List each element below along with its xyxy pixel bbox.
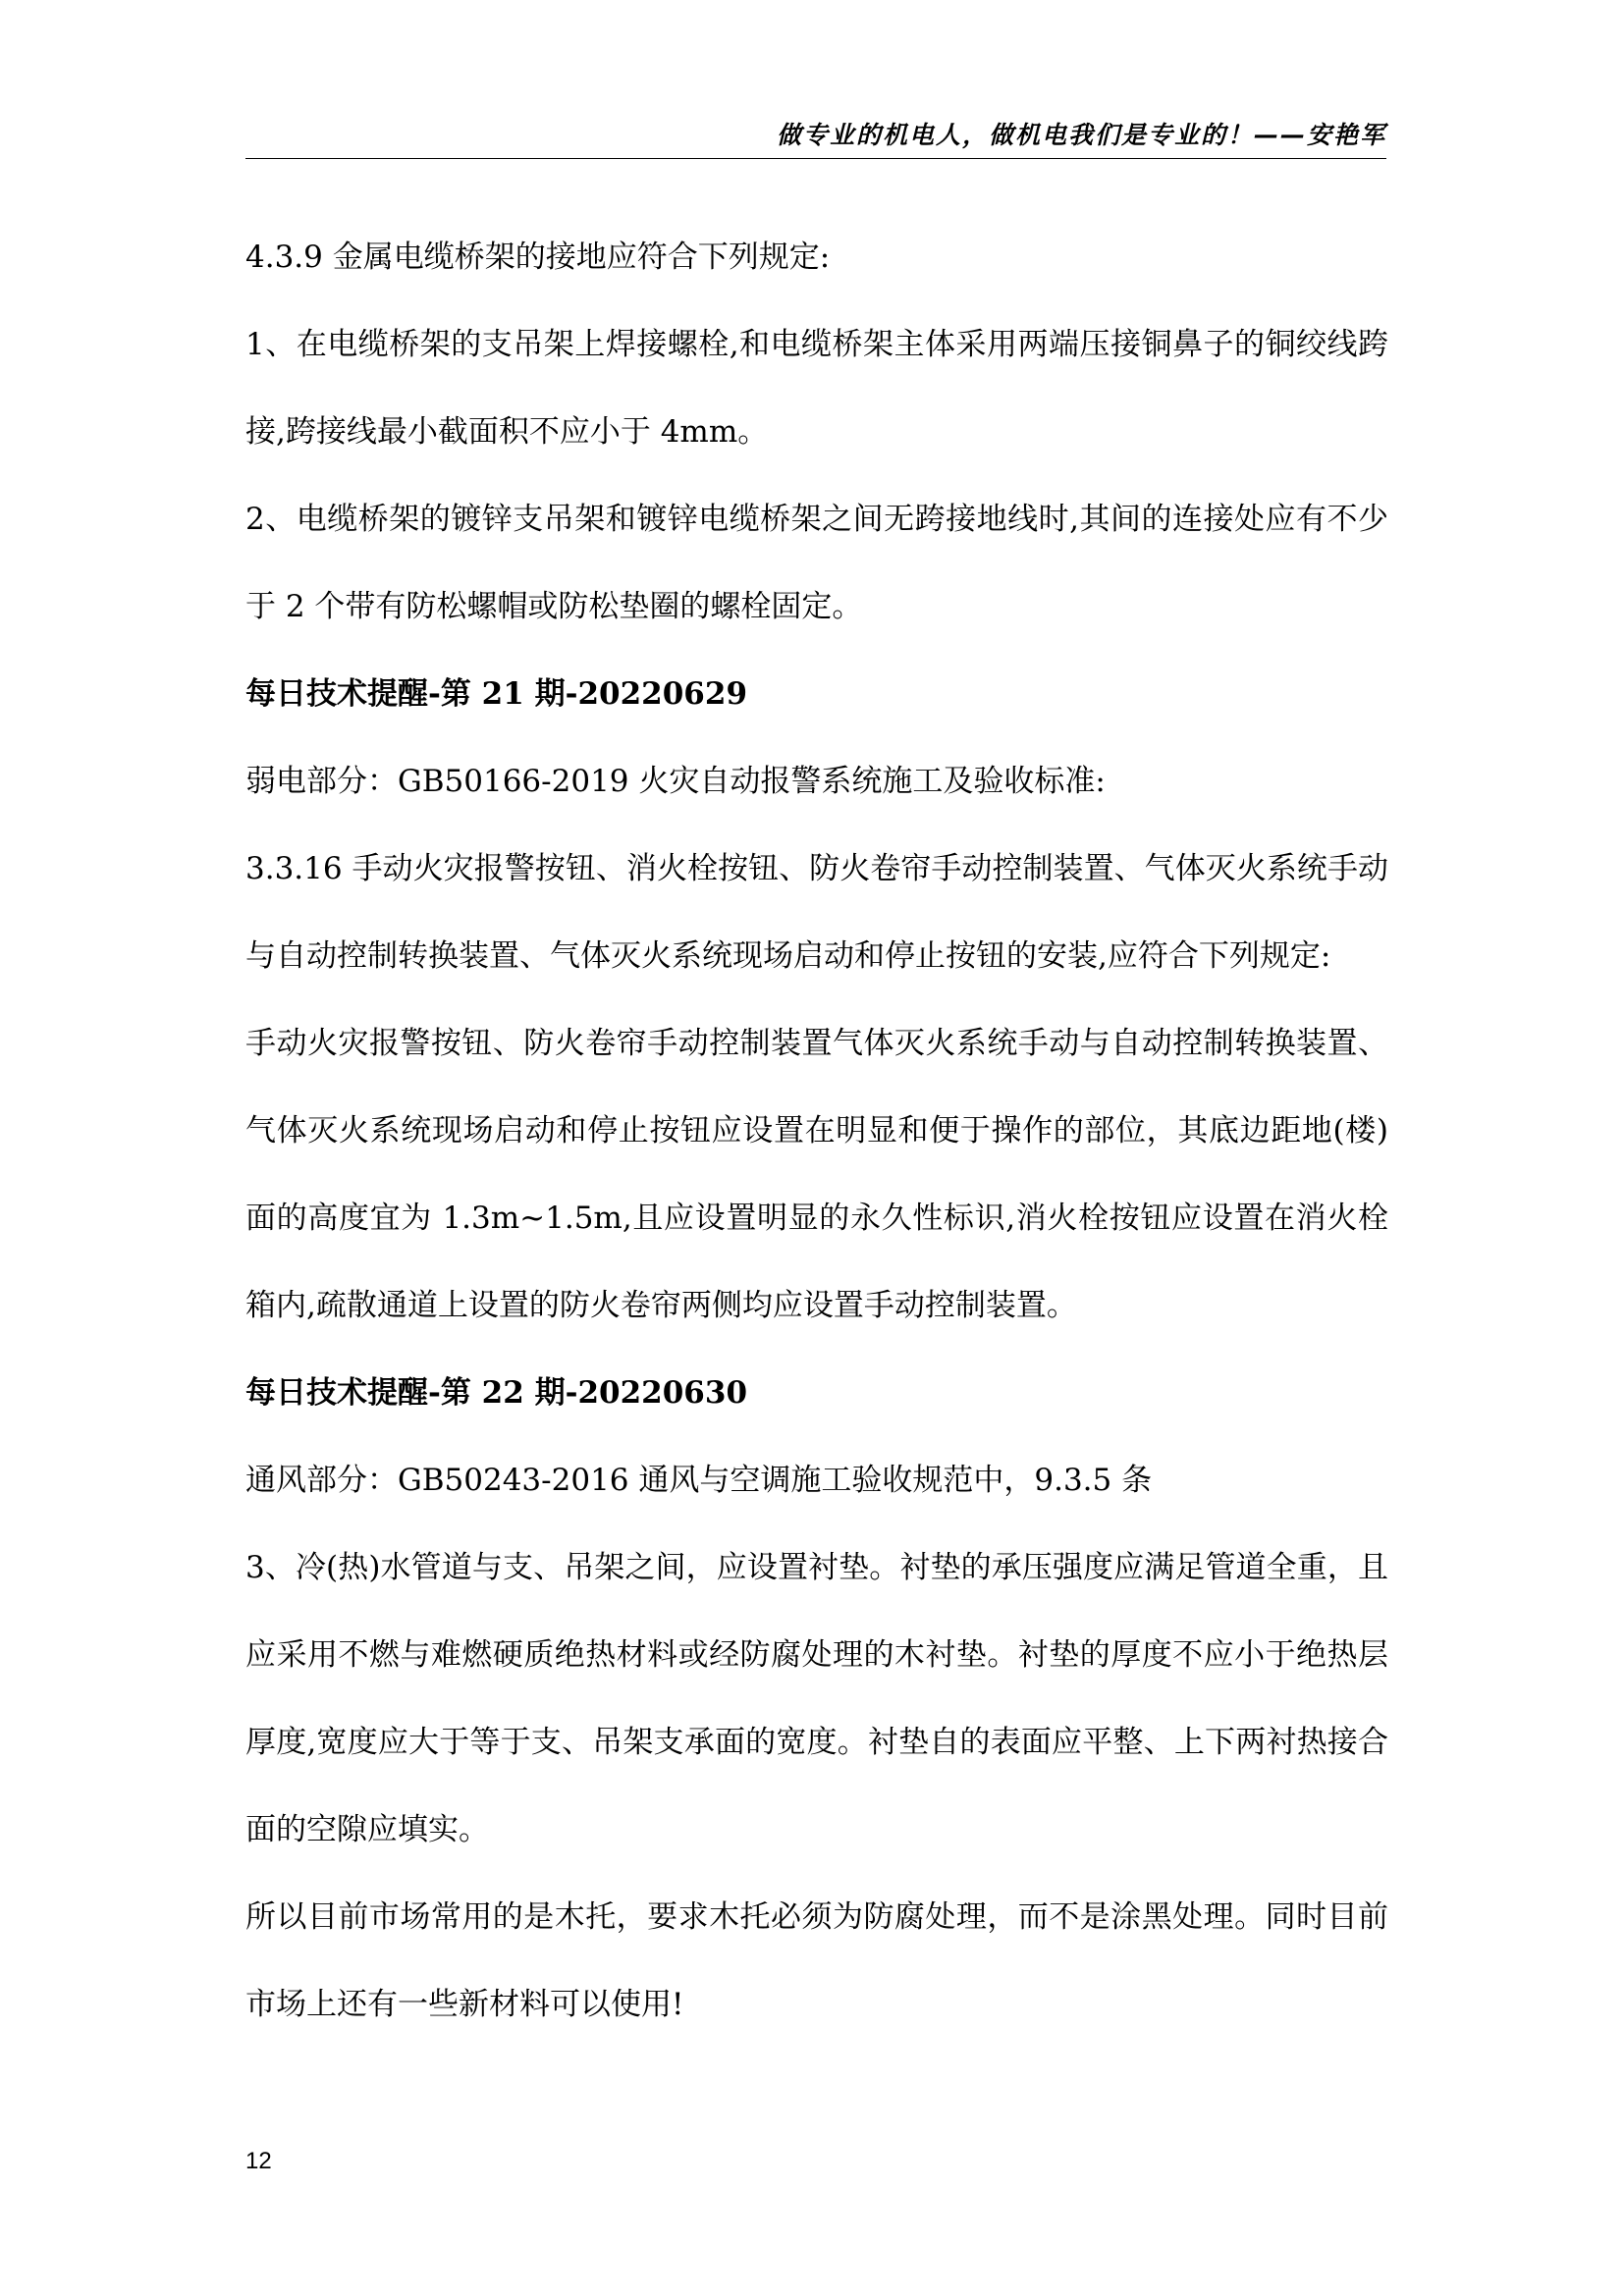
header-divider — [245, 158, 1386, 159]
paragraph-clause-4-3-9: 4.3.9 金属电缆桥架的接地应符合下列规定: — [245, 240, 831, 275]
section-heading-issue-22: 每日技术提醒-第 22 期-20220630 — [245, 1375, 748, 1411]
section-heading-issue-21: 每日技术提醒-第 21 期-20220629 — [245, 676, 748, 712]
paragraph-item-2: 2、电缆桥架的镀锌支吊架和镀锌电缆桥架之间无跨接地线时,其间的连接处应有不少于 2 个带有防松螺帽或防松垫圈的螺栓固定。 — [245, 502, 1388, 624]
page-number: 12 — [245, 2148, 272, 2174]
header-tagline: 做专业的机电人，做机电我们是专业的！——安艳军 — [776, 121, 1386, 149]
paragraph-item-1: 1、在电缆桥架的支吊架上焊接螺栓,和电缆桥架主体采用两端压接铜鼻子的铜绞线跨接,跨接线最小截面积不应小于 4mm。 — [245, 327, 1388, 450]
page-header — [245, 110, 1386, 159]
document-body — [245, 214, 1388, 2049]
paragraph-ventilation-standard: 通风部分：GB50243-2016 通风与空调施工验收规范中，9.3.5 条 — [245, 1463, 1153, 1498]
paragraph-market-note: 所以目前市场常用的是木托，要求木托必须为防腐处理，而不是涂黑处理。同时目前市场上还有一些新材料可以使用! — [245, 1899, 1388, 2022]
paragraph-weak-current-standard: 弱电部分：GB50166-2019 火灾自动报警系统施工及验收标准: — [245, 764, 1106, 799]
paragraph-item-3-pads: 3、冷(热)水管道与支、吊架之间，应设置衬垫。衬垫的承压强度应满足管道全重，且应采用不燃与难燃硬质绝热材料或经防腐处理的木衬垫。衬垫的厚度不应小于绝热层厚度,宽度应大于等于支、吊架支承面的宽度。衬垫自的表面应平整、上下两衬热接合面的空隙应填实。 — [245, 1550, 1388, 1847]
paragraph-installation-rules: 手动火灾报警按钮、防火卷帘手动控制装置气体灭火系统手动与自动控制转换装置、气体灭火系统现场启动和停止按钮应设置在明显和便于操作的部位，其底边距地(楼)面的高度宜为 1.3m~1.5m,且应设置明显的永久性标识,消火栓按钮应设置在消火栓箱内,疏散通道上设置的防火卷帘两侧均应设置手动控制装置。 — [245, 1026, 1388, 1323]
paragraph-clause-3-3-16: 3.3.16 手动火灾报警按钮、消火栓按钮、防火卷帘手动控制装置、气体灭火系统手动与自动控制转换装置、气体灭火系统现场启动和停止按钮的安装,应符合下列规定: — [245, 851, 1388, 974]
